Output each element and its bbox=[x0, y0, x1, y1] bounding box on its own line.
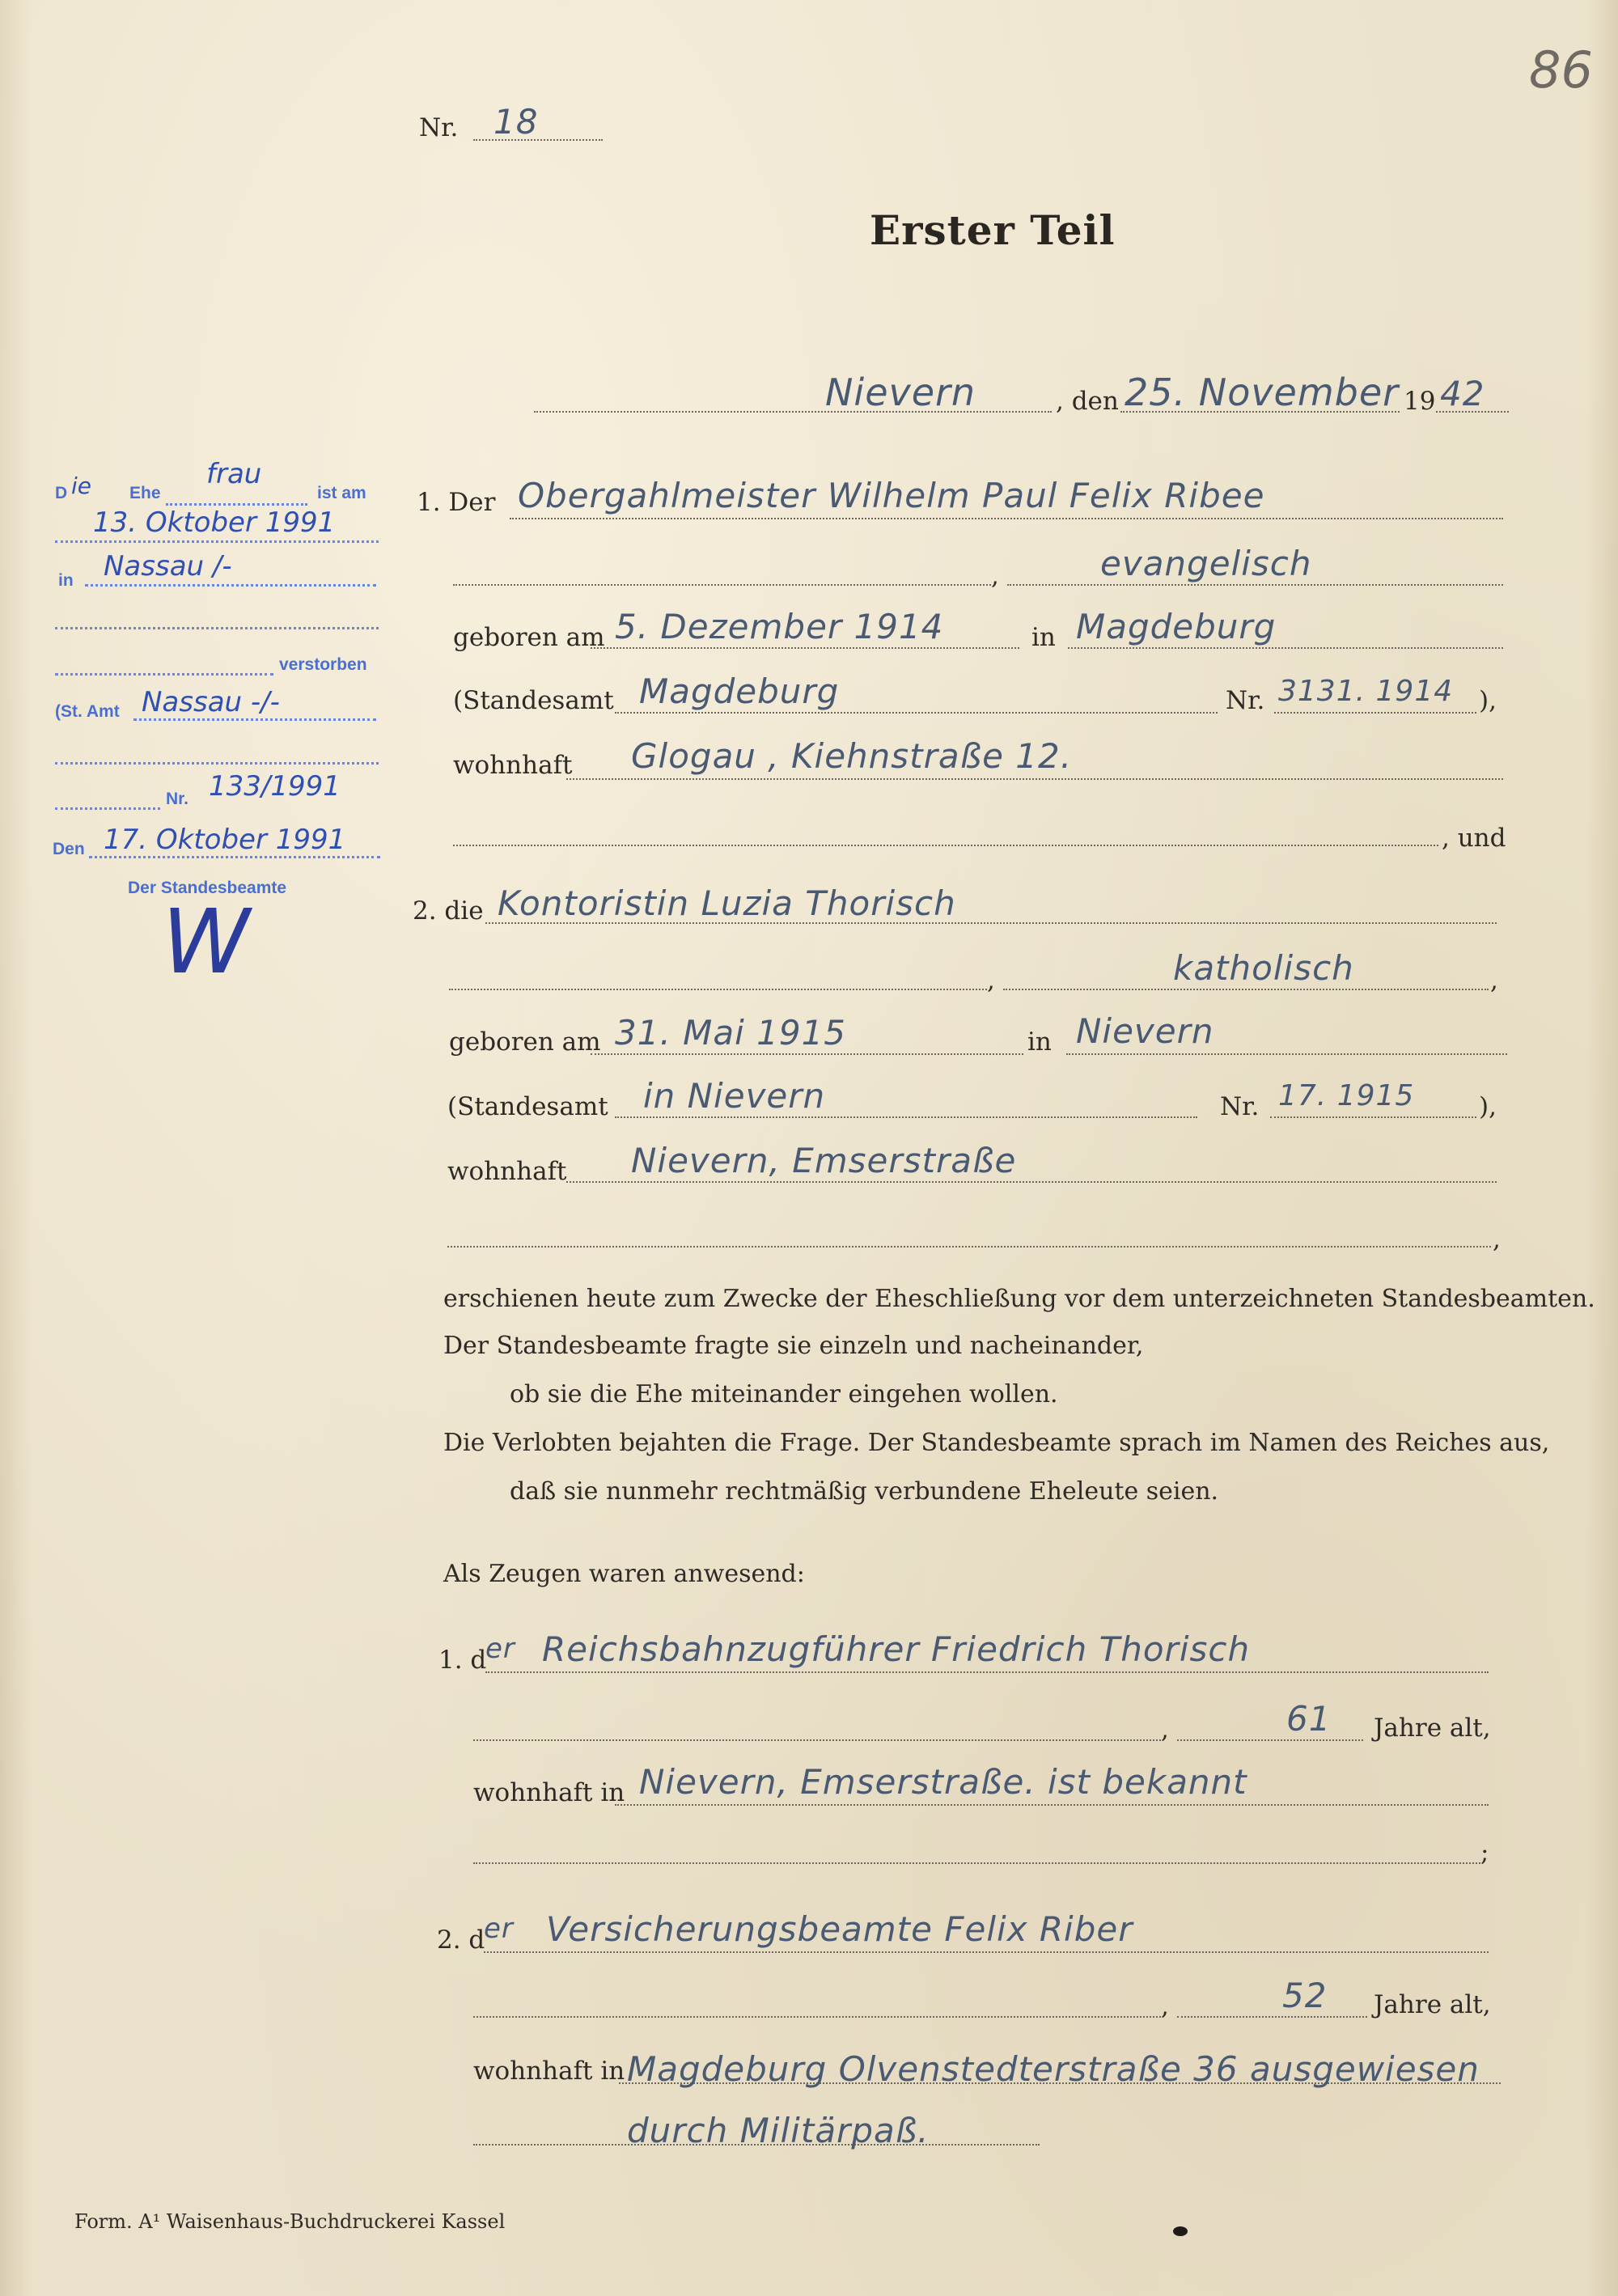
witness1-age-label: Jahre alt, bbox=[1374, 1714, 1491, 1743]
stamp-verstorben-label: verstorben bbox=[279, 655, 367, 674]
stamp-nr-hand: 133/1991 bbox=[209, 770, 341, 803]
person2-born-label: geboren am bbox=[449, 1027, 601, 1057]
person2-residence-line bbox=[566, 1181, 1497, 1183]
witness2-name: Versicherungsbeamte Felix Riber bbox=[546, 1909, 1133, 1949]
person2-born-date: 31. Mai 1915 bbox=[615, 1013, 847, 1053]
person1-residence: Glogau , Kiehnstraße 12. bbox=[631, 736, 1073, 776]
person2-residence: Nievern, Emserstraße bbox=[631, 1141, 1017, 1180]
record-number-label: Nr. bbox=[419, 113, 459, 142]
statement-line-1: erschienen heute zum Zwecke der Eheschließung vor dem unterzeichneten Standesbeamten. bbox=[443, 1285, 1595, 1313]
witness1-article: er bbox=[485, 1633, 515, 1665]
person1-name-line bbox=[510, 518, 1503, 519]
witness2-article: er bbox=[484, 1913, 514, 1945]
stamp-ehe-hand: frau bbox=[206, 458, 262, 490]
person2-residence-line2 bbox=[447, 1246, 1491, 1248]
stamp-nr-label: Nr. bbox=[166, 790, 189, 808]
person1-born-date-line bbox=[591, 647, 1019, 649]
page-title: Erster Teil bbox=[870, 206, 1116, 254]
person1-standesamt-line bbox=[615, 712, 1218, 714]
person1-born-place-line bbox=[1068, 647, 1503, 649]
stamp-d-hand: ie bbox=[71, 472, 92, 499]
witness1-residence-line bbox=[615, 1804, 1489, 1806]
witness1-residence-label: wohnhaft in bbox=[473, 1778, 625, 1807]
person1-name: Obergahlmeister Wilhelm Paul Felix Ribee bbox=[518, 476, 1265, 515]
witness2-age-line bbox=[1177, 2016, 1367, 2018]
witness1-residence-line2 bbox=[473, 1862, 1480, 1864]
date-value: 25. November bbox=[1125, 371, 1400, 414]
person2-nr: 17. 1915 bbox=[1278, 1079, 1415, 1112]
statement-line-4: Die Verlobten bejahten die Frage. Der Standesbeamte sprach im Namen des Reiches aus, bbox=[443, 1429, 1550, 1457]
person2-nr-line bbox=[1270, 1116, 1476, 1118]
person1-born-date: 5. Dezember 1914 bbox=[615, 607, 944, 646]
person1-born-place: Magdeburg bbox=[1076, 607, 1277, 646]
person1-comma: , bbox=[991, 561, 999, 591]
person1-nr-close: ), bbox=[1479, 686, 1497, 715]
person1-religion: evangelisch bbox=[1100, 544, 1312, 583]
person1-in-label: in bbox=[1031, 623, 1056, 652]
person2-religion: katholisch bbox=[1173, 948, 1354, 988]
stamp-line-9 bbox=[89, 856, 380, 858]
stamp-st-amt-hand: Nassau -/- bbox=[142, 686, 280, 718]
person1-line2a bbox=[453, 584, 991, 586]
stamp-d-label: D bbox=[55, 484, 68, 502]
year-suffix: 42 bbox=[1440, 374, 1485, 413]
stamp-line-6 bbox=[133, 718, 376, 721]
person1-nr-label: Nr. bbox=[1226, 686, 1265, 715]
stamp-signature: W bbox=[162, 890, 250, 993]
witness1-residence: Nievern, Emserstraße. ist bekannt bbox=[639, 1762, 1247, 1802]
person1-nr-line bbox=[1274, 712, 1476, 714]
witness2-line2 bbox=[473, 2016, 1161, 2018]
person2-residence-label: wohnhaft bbox=[447, 1157, 567, 1186]
person2-comma3: , bbox=[1493, 1225, 1501, 1254]
witness1-name: Reichsbahnzugführer Friedrich Thorisch bbox=[542, 1629, 1251, 1669]
witness2-name-line bbox=[484, 1951, 1489, 1953]
witness2-age-label: Jahre alt, bbox=[1374, 1990, 1491, 2019]
witness1-name-line bbox=[485, 1671, 1489, 1673]
witness1-semicolon: ; bbox=[1480, 1838, 1489, 1867]
stamp-den-label: Den bbox=[53, 840, 85, 858]
witness2-number: 2. d bbox=[437, 1925, 485, 1955]
person2-comma: , bbox=[987, 966, 995, 995]
witness2-comma: , bbox=[1161, 1992, 1169, 2021]
person1-religion-line bbox=[1007, 584, 1503, 586]
person2-religion-line bbox=[1003, 989, 1489, 990]
person1-standesamt: Magdeburg bbox=[639, 671, 840, 711]
place-value: Nievern bbox=[825, 371, 976, 414]
witness2-age: 52 bbox=[1282, 1976, 1328, 2015]
form-imprint: Form. A¹ Waisenhaus-Buchdruckerei Kassel bbox=[74, 2210, 506, 2233]
stamp-line-8 bbox=[55, 807, 160, 810]
witness1-number: 1. d bbox=[438, 1646, 487, 1675]
witness1-age-line bbox=[1177, 1739, 1363, 1741]
person2-in-label: in bbox=[1027, 1027, 1052, 1057]
person1-born-label: geboren am bbox=[453, 623, 605, 652]
stamp-st-amt-label: (St. Amt bbox=[55, 702, 120, 721]
stamp-line-2 bbox=[55, 540, 379, 543]
stamp-in-label: in bbox=[58, 571, 74, 590]
year-prefix: 19 bbox=[1404, 387, 1436, 416]
stamp-ist-am-label: ist am bbox=[317, 484, 366, 502]
statement-line-3: ob sie die Ehe miteinander eingehen wollen. bbox=[510, 1380, 1058, 1409]
person1-nr: 3131. 1914 bbox=[1278, 675, 1454, 708]
person2-name: Kontoristin Luzia Thorisch bbox=[498, 883, 956, 923]
person2-born-place-line bbox=[1066, 1053, 1507, 1055]
statement-line-5: daß sie nunmehr rechtmäßig verbundene Eheleute seien. bbox=[510, 1477, 1219, 1506]
witnesses-intro: Als Zeugen waren anwesend: bbox=[443, 1560, 805, 1588]
person2-born-place: Nievern bbox=[1076, 1011, 1214, 1051]
person2-line2a bbox=[449, 989, 987, 990]
person1-und: , und bbox=[1442, 824, 1506, 853]
stamp-line-3 bbox=[85, 584, 376, 587]
person1-residence-line2 bbox=[453, 845, 1438, 846]
stamp-date-hand: 13. Oktober 1991 bbox=[93, 506, 336, 539]
witness2-residence: Magdeburg Olvenstedterstraße 36 ausgewiesen durch Militärpaß. bbox=[627, 2049, 1480, 2150]
record-number-value: 18 bbox=[493, 102, 539, 142]
person2-standesamt-label: (Standesamt bbox=[447, 1092, 608, 1121]
person2-comma2: , bbox=[1490, 966, 1498, 995]
person1-residence-label: wohnhaft bbox=[453, 751, 573, 780]
witness1-line2 bbox=[473, 1739, 1161, 1741]
person2-number: 2. die bbox=[413, 896, 484, 926]
person2-standesamt: in Nievern bbox=[643, 1076, 826, 1116]
stamp-ehe-label: Ehe bbox=[129, 484, 161, 502]
stamp-line-7 bbox=[55, 762, 379, 765]
person2-nr-label: Nr. bbox=[1220, 1092, 1260, 1121]
stamp-official-label: Der Standesbeamte bbox=[128, 879, 287, 897]
person1-residence-line bbox=[566, 778, 1503, 780]
stamp-line-1 bbox=[166, 503, 307, 506]
person2-born-date-line bbox=[591, 1053, 1023, 1055]
witness1-comma: , bbox=[1161, 1715, 1169, 1744]
stamp-line-5 bbox=[55, 673, 273, 676]
person1-standesamt-label: (Standesamt bbox=[453, 686, 614, 715]
stamp-line-4 bbox=[55, 627, 379, 629]
witness1-age: 61 bbox=[1286, 1699, 1332, 1739]
page-number: 86 bbox=[1529, 40, 1593, 100]
stamp-den-hand: 17. Oktober 1991 bbox=[104, 824, 346, 856]
statement-line-2: Der Standesbeamte fragte sie einzeln und nacheinander, bbox=[443, 1332, 1144, 1360]
witness2-residence-label: wohnhaft in bbox=[473, 2057, 625, 2086]
den-label: , den bbox=[1056, 387, 1119, 416]
person2-nr-close: ), bbox=[1479, 1092, 1497, 1121]
person2-standesamt-line bbox=[615, 1116, 1197, 1118]
stamp-place-hand: Nassau /- bbox=[104, 550, 232, 582]
ink-dot bbox=[1173, 2226, 1188, 2236]
person1-number: 1. Der bbox=[417, 488, 496, 517]
